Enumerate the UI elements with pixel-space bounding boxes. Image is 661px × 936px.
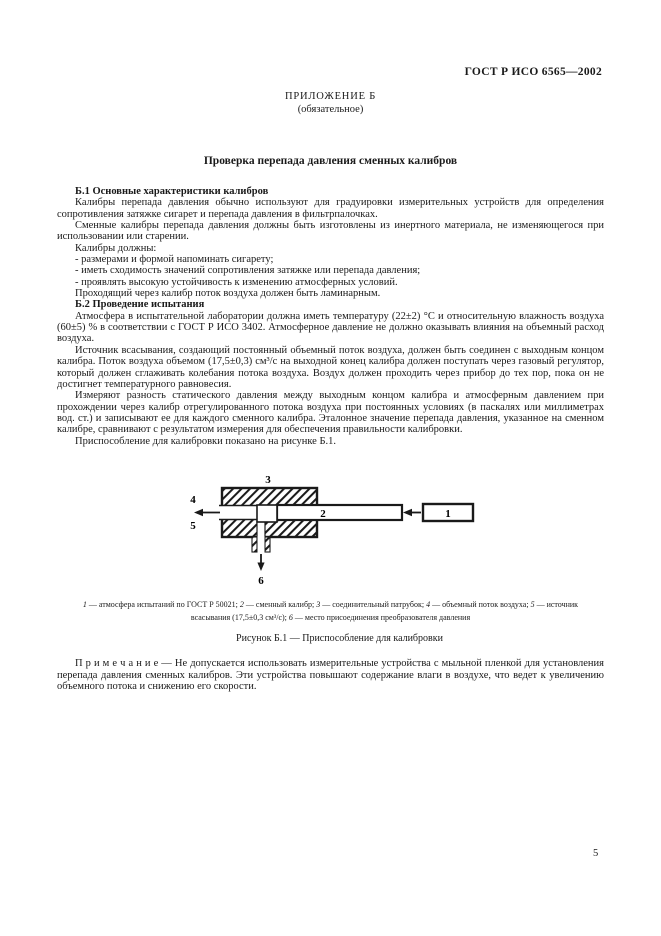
legend-text: — сменный калибр; (243, 599, 317, 609)
figure-label-5: 5 (190, 519, 196, 532)
calibration-figure (57, 467, 604, 589)
paragraph: Измеряют разность статического давления между выходным концом калибра и атмосферным давлением при прохождении через калибр отрегулированного потока воздуха при постоянных условиях (в паскалях или миллиметрах вод. ст.) и записывают ее для каждого сменного калибра. Эталонное значение перепада давления, указанное на сменном калибре, сравнивают с результатом измерения для обеспечения правильности калибровки. (57, 390, 604, 436)
legend-text: — объемный поток воздуха; (430, 599, 531, 609)
figure-label-3: 3 (265, 473, 271, 486)
outlet-channel (219, 506, 257, 519)
junction-chamber (257, 505, 277, 522)
page-title: Проверка перепада давления сменных калибров (203, 155, 458, 167)
section-b1-heading: Б.1 Основные характеристики калибров (75, 186, 269, 197)
tap-arrowhead-icon (257, 562, 264, 571)
paragraph: Источник всасывания, создающий постоянный объемный поток воздуха, должен быть соединен с выходным концом калибра. Поток воздуха объемом (17,5±0,3) см³/с на выходной конец калибра должен поступать через газовый регулятор, который должен сглаживать колебания потока воздуха. Воздух должен проходить через прибор до тех пор, пока он не достигнет температурного равновесия. (57, 344, 604, 390)
figure-caption: Рисунок Б.1 — Приспособление для калибровки (236, 632, 443, 644)
doc-header: ГОСТ Р ИСО 6565—2002 (464, 66, 602, 78)
tap-wall (265, 537, 270, 552)
legend-text: — соединительный патрубок; (320, 599, 427, 609)
paragraph: Проходящий через калибр поток воздуха должен быть ламинарным. (75, 288, 381, 300)
figure-label-2: 2 (320, 507, 326, 520)
figure-label-4: 4 (190, 493, 196, 506)
note-paragraph: П р и м е ч а н и е — Не допускается использовать измерительные устройства с мыльной пленкой для установления перепада давления сменных калибров. Эти устройства повышают содержание влаги в воздухе, что ведет к увеличению объемного потока и снижению его скорости. (57, 658, 604, 692)
document-body (57, 186, 604, 692)
legend-text: — атмосфера испытаний по ГОСТ Р 50021; (86, 599, 240, 609)
list-item: - проявлять высокую устойчивость к изменению атмосферных условий. (75, 276, 398, 288)
tap-channel (258, 536, 265, 553)
legend-marker: 3 (316, 599, 321, 609)
legend-marker: 1 (82, 599, 87, 609)
paragraph: Калибры перепада давления обычно используют для градуировки измерительных устройств для определения сопротивления затяжке сигарет и перепада давления в фильтрпалочках. (57, 197, 604, 220)
caliber-tube (277, 505, 402, 520)
list-item: - иметь сходимость значений сопротивления затяжке или перепада давления; (75, 265, 421, 277)
appendix-title: ПРИЛОЖЕНИЕ Б (284, 91, 377, 102)
legend-marker: 6 (288, 612, 293, 622)
list-item: - размерами и формой напоминать сигарету; (75, 254, 274, 266)
legend-marker: 5 (530, 599, 535, 609)
paragraph: Атмосфера в испытательной лаборатории должна иметь температуру (22±2) °С и относительную влажность воздуха (60±5) % в соответствии с ГОСТ Р ИСО 3402. Атмосферное давление не должно оказывать влияния на объемный расход воздуха. (57, 310, 604, 345)
inflow-arrowhead-icon (403, 509, 412, 516)
tap-wall (252, 537, 257, 552)
page-number: 5 (593, 848, 599, 859)
paragraph: Приспособление для калибровки показано на рисунке Б.1. (75, 435, 336, 447)
figure-legend (57, 598, 604, 624)
paragraph: Калибры должны: (75, 242, 157, 254)
appendix-block (0, 90, 661, 116)
calibration-diagram (160, 467, 500, 589)
figure-label-6: 6 (258, 574, 264, 587)
legend-marker: 2 (239, 599, 244, 609)
legend-text: — место присоединения преобразователя давления (292, 612, 471, 622)
figure-label-1: 1 (445, 507, 451, 520)
outflow-arrowhead-icon (194, 509, 203, 516)
appendix-subtitle: (обязательное) (297, 104, 364, 115)
paragraph: Сменные калибры перепада давления должны быть изготовлены из инертного материала, не изменяющегося при использовании или старении. (57, 220, 604, 243)
legend-text: — источник всасывания (17,5±0,3 см³/с); (190, 599, 579, 622)
section-b2-heading: Б.2 Проведение испытания (75, 299, 205, 311)
legend-marker: 4 (426, 599, 431, 609)
